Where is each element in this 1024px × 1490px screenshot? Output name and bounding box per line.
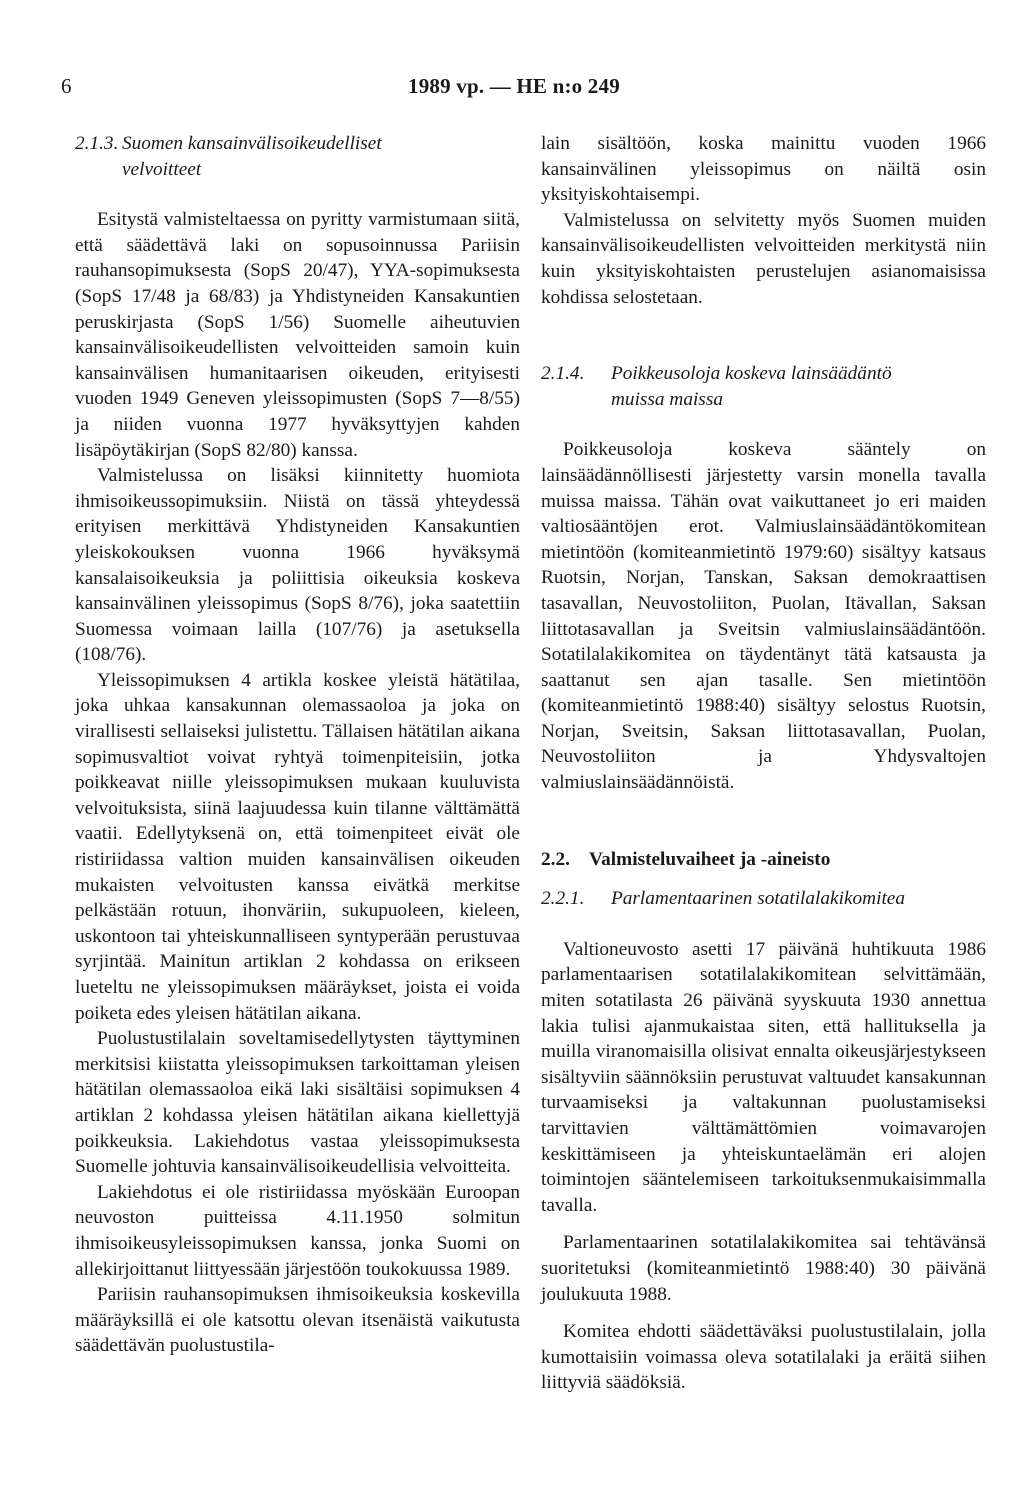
paragraph: Valmistelussa on lisäksi kiinnitetty huomiota ihmisoikeussopimuksiin. Niistä on tässä yhteydessä erityisen merkittävä Yhdistyneiden Kansakuntien yleiskokouksen vuonna 1966 hyväksymä kansalaisoikeuksia ja poliittisia oikeuksia koskeva kansainvälinen yleissopimus (SopS 8/76), joka saatettiin Suomessa voimaan lailla (107/76) ja asetuksella (108/76). <box>75 465 520 666</box>
paragraph: Pariisin rauhansopimuksen ihmisoikeuksia koskevilla määräyksillä ei ole katsottu olevan itsenäistä vaikutusta säädettävän puolustustila- <box>75 1284 520 1357</box>
section-title-line: Poikkeusoloja koskeva lainsäädäntö <box>611 363 892 385</box>
paragraph: Valtioneuvosto asetti 17 päivänä huhtikuuta 1986 parlamentaarisen sotatilalakikomitean selvittämään, miten sotatilasta 26 päivänä syyskuuta 1930 annettua lakia tulisi ajanmukaistaa siten, että hallituksella ja muilla viranomaisilla olisivat ennalta oikeusjärjestykseen sisältyviin säännöksiin perustuvat valtuudet kansakunnan turvaamiseksi ja valtakunnan puolustamiseksi tarvittavien välttämättömien voimavarojen keskittämiseen ja yhteiskuntaelämän eri alojen toimintojen sääntelemiseen tarkoituksenmukaisimmalla tavalla. <box>541 938 986 1216</box>
section-title-line: muissa maissa <box>611 388 723 410</box>
paragraph: Esitystä valmisteltaessa on pyritty varmistumaan siitä, että säädettävä laki on sopusoinnussa Pariisin rauhansopimuksesta (SopS 20/47), YYA-sopimuksesta (SopS 17/48 ja 68/83) ja Yhdistyneiden Kansakuntien peruskirjasta (SopS 1/56) Suomelle aiheutuvien kansainvälisoikeudellisten velvoitteiden samoin kuin kansainvälisen humanitaarisen oikeuden, erityisesti vuoden 1949 Geneven yleissopimusten (SopS 7—8/55) ja niiden vuonna 1977 hyväksyttyjen kahden lisäpöytäkirjan (SopS 82/80) kanssa. <box>75 209 520 461</box>
left-column <box>75 131 520 1359</box>
paragraph: Parlamentaarinen sotatilalakikomitea sai tehtävänsä suoritetuksi (komiteanmietintö 1988:40) 30 päivänä joulukuuta 1988. <box>541 1232 986 1305</box>
paragraph: Valmistelussa on selvitetty myös Suomen muiden kansainvälisoikeudellisten velvoitteiden merkitystä niin kuin yksityiskohtaisten perustelujen asianomaisissa kohdissa selostetaan. <box>541 209 986 308</box>
right-column <box>541 131 986 1396</box>
section-title-line: Suomen kansainvälisoikeudelliset <box>122 133 382 154</box>
section-title: Parlamentaarinen sotatilalakikomitea <box>611 888 906 910</box>
paragraph: Poikkeusoloja koskeva sääntely on lainsäädännöllisesti järjestetty varsin monella tavalla muissa maissa. Tähän ovat vaikuttaneet jo eri maiden valtiosääntöjen erot. Valmiuslainsäädäntökomitean mietintöön (komiteanmietintö 1979:60) sisältyy katsaus Ruotsin, Norjan, Tanskan, Saksan demokraattisen tasavallan, Neuvostoliiton, Puolan, Itävallan, Saksan liittotasavallan ja Sveitsin valmiuslainsäädäntöön. Sotatilalakikomitea on täydentänyt tätä katsausta ja saattanut sen ajan tasalle. Sen mietintöön (komiteanmietintö 1988:40) sisältyy selostus Ruotsin, Norjan, Sveitsin, Saksan liittotasavallan, Puolan, Neuvostoliiton ja Yhdysvaltojen valmiuslainsäädännöistä. <box>541 439 986 794</box>
section-number: 2.1.3. <box>75 133 119 154</box>
running-head: 1989 vp. — HE n:o 249 <box>408 74 620 98</box>
section-heading-2-1-3 <box>75 131 520 182</box>
section-heading-2-1-4 <box>541 361 986 412</box>
section-heading-2-2 <box>541 847 986 873</box>
section-heading-2-2-1 <box>541 886 986 912</box>
paragraph: Lakiehdotus ei ole ristiriidassa myöskään Euroopan neuvoston puitteissa 4.11.1950 solmitun ihmisoikeusyleissopimuksen kanssa, jonka Suomi on allekirjoittanut liittyessään järjestöön toukokuussa 1989. <box>75 1181 520 1280</box>
section-number: 2.2. <box>541 848 570 870</box>
section-title-line: velvoitteet <box>122 158 202 180</box>
page-number: 6 <box>61 74 72 98</box>
section-number: 2.1.4. <box>541 363 585 385</box>
paragraph: Puolustustilalain soveltamisedellytysten täyttyminen merkitsisi kiistatta yleissopimuksen tarkoittaman yleisen hätätilan olemassaoloa eikä laki sisältäisi sopimuksen 4 artiklan 2 kohdassa yleisen hätätilan aikana kiellettyjä poikkeuksia. Lakiehdotus vastaa yleissopimuksesta Suomelle johtuvia kansainvälisoikeudellisia velvoitteita. <box>75 1028 520 1178</box>
section-title: Valmisteluvaiheet ja -aineisto <box>589 848 831 870</box>
paragraph: Yleissopimuksen 4 artikla koskee yleistä hätätilaa, joka uhkaa kansakunnan olemassaoloa ja joka on virallisesti sellaiseksi julistettu. Tällaisen hätätilan aikana sopimusvaltiot voivat ryhtyä toimenpiteisiin, jotka poikkeavat niille yleissopimuksen mukaan kuuluvista velvoituksista, siinä laajuudessa kuin tilanne välttämättä vaatii. Edellytyksenä on, että toimenpiteet eivät ole ristiriidassa valtion muiden kansainvälisen oikeuden mukaisten velvoitusten kanssa eivätkä merkitse pelkästään rotuun, ihonväriin, sukupuoleen, kieleen, uskontoon tai yhteiskunnalliseen syntyperään perustuvaa syrjintää. Mainitun artiklan 2 kohdassa on erikseen lueteltu ne yleissopimuksen määräykset, joista ei voida poiketa edes yleisen hätätilan aikana. <box>75 669 520 1024</box>
paragraph: Komitea ehdotti säädettäväksi puolustustilalain, jolla kumottaisiin voimassa oleva sotatilalaki ja eräitä siihen liittyviä säädöksiä. <box>541 1321 986 1394</box>
paragraph-continuation: lain sisältöön, koska mainittu vuoden 1966 kansainvälinen yleissopimus on näiltä osin yksityiskohtaisempi. <box>541 133 986 206</box>
section-number: 2.2.1. <box>541 888 585 910</box>
